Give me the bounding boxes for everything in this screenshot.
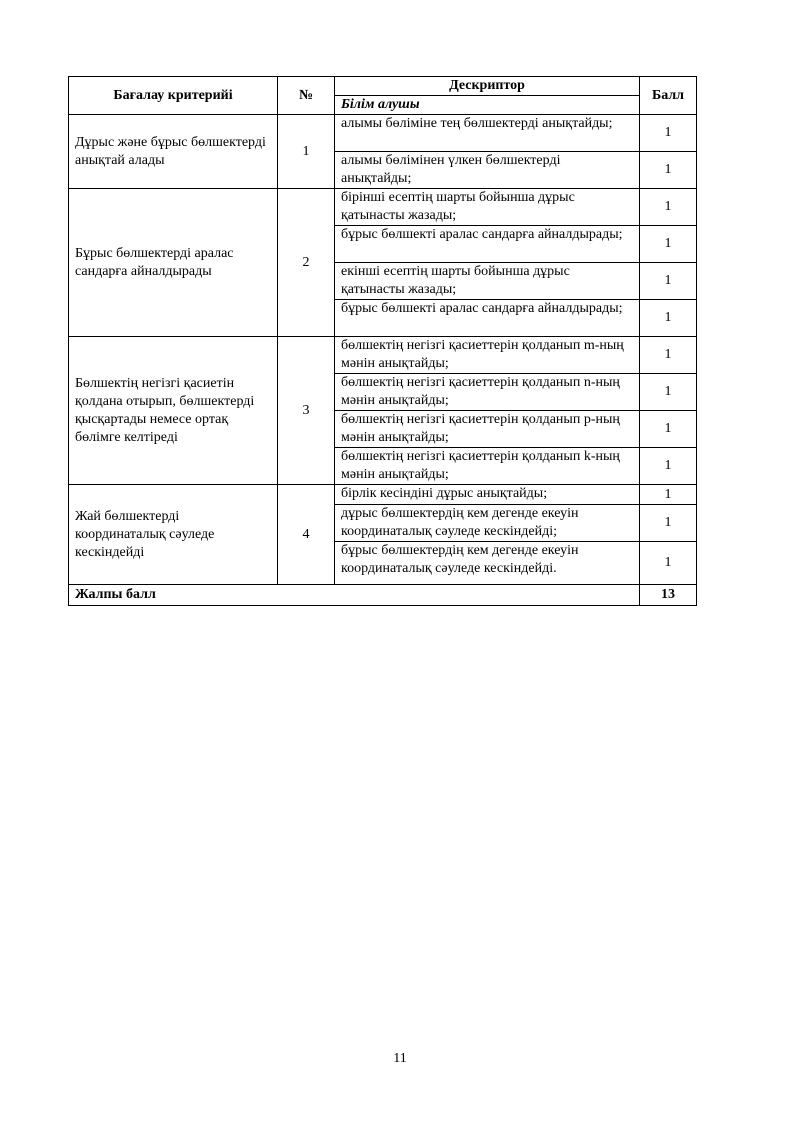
descriptor-text: бөлшектің негізгі қасиеттерін қолданып n-ның мәнін анықтайды; <box>335 374 640 411</box>
descriptor-text: бөлшектің негізгі қасиеттерін қолданып p-ның мәнін анықтайды; <box>335 411 640 448</box>
descriptor-text: бірлік кесіндіні дұрыс анықтайды; <box>335 485 640 505</box>
criterion-text: Бөлшектің негізгі қасиетін қолдана отырып, бөлшектерді қысқартады немесе ортақ бөлімге келтіреді <box>69 337 278 485</box>
descriptor-text: дұрыс бөлшектердің кем дегенде екеуін координаталық сәуледе кескіндейді; <box>335 505 640 542</box>
descriptor-score: 1 <box>640 542 697 585</box>
descriptor-score: 1 <box>640 374 697 411</box>
descriptor-score: 1 <box>640 263 697 300</box>
descriptor-score: 1 <box>640 300 697 337</box>
header-descriptor: Дескриптор <box>335 77 640 96</box>
table-row <box>69 337 697 374</box>
page-number: 11 <box>393 1051 407 1066</box>
table-row <box>69 115 697 152</box>
header-criterion: Бағалау критерийі <box>69 77 278 115</box>
table-row <box>69 485 697 505</box>
descriptor-score: 1 <box>640 411 697 448</box>
descriptor-text: бұрыс бөлшекті аралас сандарға айналдырады; <box>335 226 640 263</box>
descriptor-score: 1 <box>640 337 697 374</box>
descriptor-score: 1 <box>640 448 697 485</box>
descriptor-text: бөлшектің негізгі қасиеттерін қолданып m-ның мәнін анықтайды; <box>335 337 640 374</box>
descriptor-score: 1 <box>640 226 697 263</box>
criterion-text: Жай бөлшектерді координаталық сәуледе кескіндейді <box>69 485 278 585</box>
descriptor-score: 1 <box>640 505 697 542</box>
descriptor-text: бұрыс бөлшекті аралас сандарға айналдырады; <box>335 300 640 337</box>
criterion-number: 1 <box>278 115 335 189</box>
criterion-text: Дұрыс және бұрыс бөлшектерді анықтай алады <box>69 115 278 189</box>
subheader-learner: Білім алушы <box>335 96 640 115</box>
descriptor-text: бөлшектің негізгі қасиеттерін қолданып k-ның мәнін анықтайды; <box>335 448 640 485</box>
descriptor-text: екінші есептің шарты бойынша дұрыс қатынасты жазады; <box>335 263 640 300</box>
header-number: № <box>278 77 335 115</box>
header-row <box>69 77 697 96</box>
descriptor-score: 1 <box>640 152 697 189</box>
descriptor-text: бірінші есептің шарты бойынша дұрыс қатынасты жазады; <box>335 189 640 226</box>
table-row <box>69 189 697 226</box>
criterion-number: 3 <box>278 337 335 485</box>
descriptor-score: 1 <box>640 485 697 505</box>
criterion-number: 2 <box>278 189 335 337</box>
descriptor-score: 1 <box>640 189 697 226</box>
descriptor-text: алымы бөлімінен үлкен бөлшектерді анықтайды; <box>335 152 640 189</box>
total-value: 13 <box>640 585 697 606</box>
total-row <box>69 585 697 606</box>
criterion-text: Бұрыс бөлшектерді аралас сандарға айналдырады <box>69 189 278 337</box>
descriptor-text: бұрыс бөлшектердің кем дегенде екеуін координаталық сәуледе кескіндейді. <box>335 542 640 585</box>
criterion-number: 4 <box>278 485 335 585</box>
rubric-table <box>68 76 697 606</box>
descriptor-score: 1 <box>640 115 697 152</box>
total-label: Жалпы балл <box>69 585 640 606</box>
descriptor-text: алымы бөліміне тең бөлшектерді анықтайды; <box>335 115 640 152</box>
header-score: Балл <box>640 77 697 115</box>
